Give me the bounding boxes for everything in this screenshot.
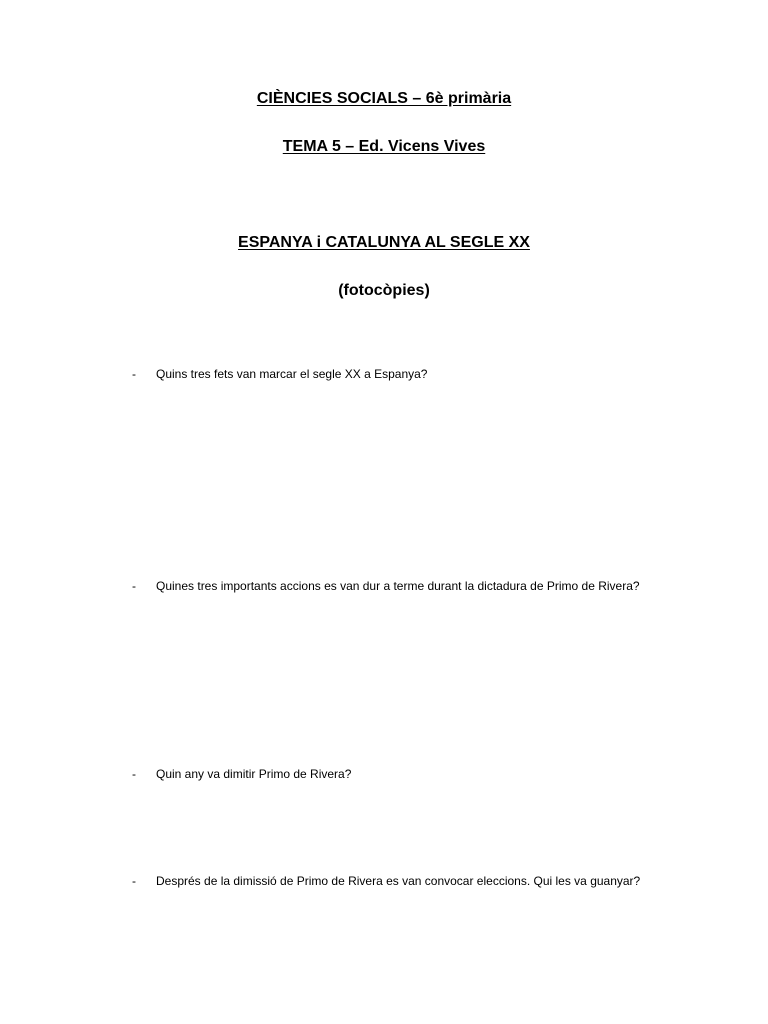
question-bullet: - xyxy=(132,767,136,781)
document-title-heading xyxy=(0,233,768,253)
question-bullet: - xyxy=(132,874,136,888)
question-text: Després de la dimissió de Primo de Rivera es van convocar eleccions. Qui les va guanyar? xyxy=(156,874,641,888)
document-title-text: ESPANYA i CATALUNYA AL SEGLE XX xyxy=(238,234,530,251)
question-bullet: - xyxy=(132,579,136,593)
document-theme-heading xyxy=(0,137,768,157)
question-text: Quin any va dimitir Primo de Rivera? xyxy=(156,767,352,781)
document-subject-text: CIÈNCIES SOCIALS – 6è primària xyxy=(256,90,512,107)
document-theme-text: TEMA 5 – Ed. Vicens Vives xyxy=(282,138,486,155)
question-text: Quines tres importants accions es van dur a terme durant la dictadura de Primo de Rivera? xyxy=(156,579,640,593)
question-bullet: - xyxy=(132,367,136,381)
question-text: Quins tres fets van marcar el segle XX a Espanya? xyxy=(156,367,428,381)
document-subtitle-text: (fotocòpies) xyxy=(338,282,430,299)
document-subtitle-heading xyxy=(0,281,768,301)
document-subject-heading xyxy=(0,89,768,109)
